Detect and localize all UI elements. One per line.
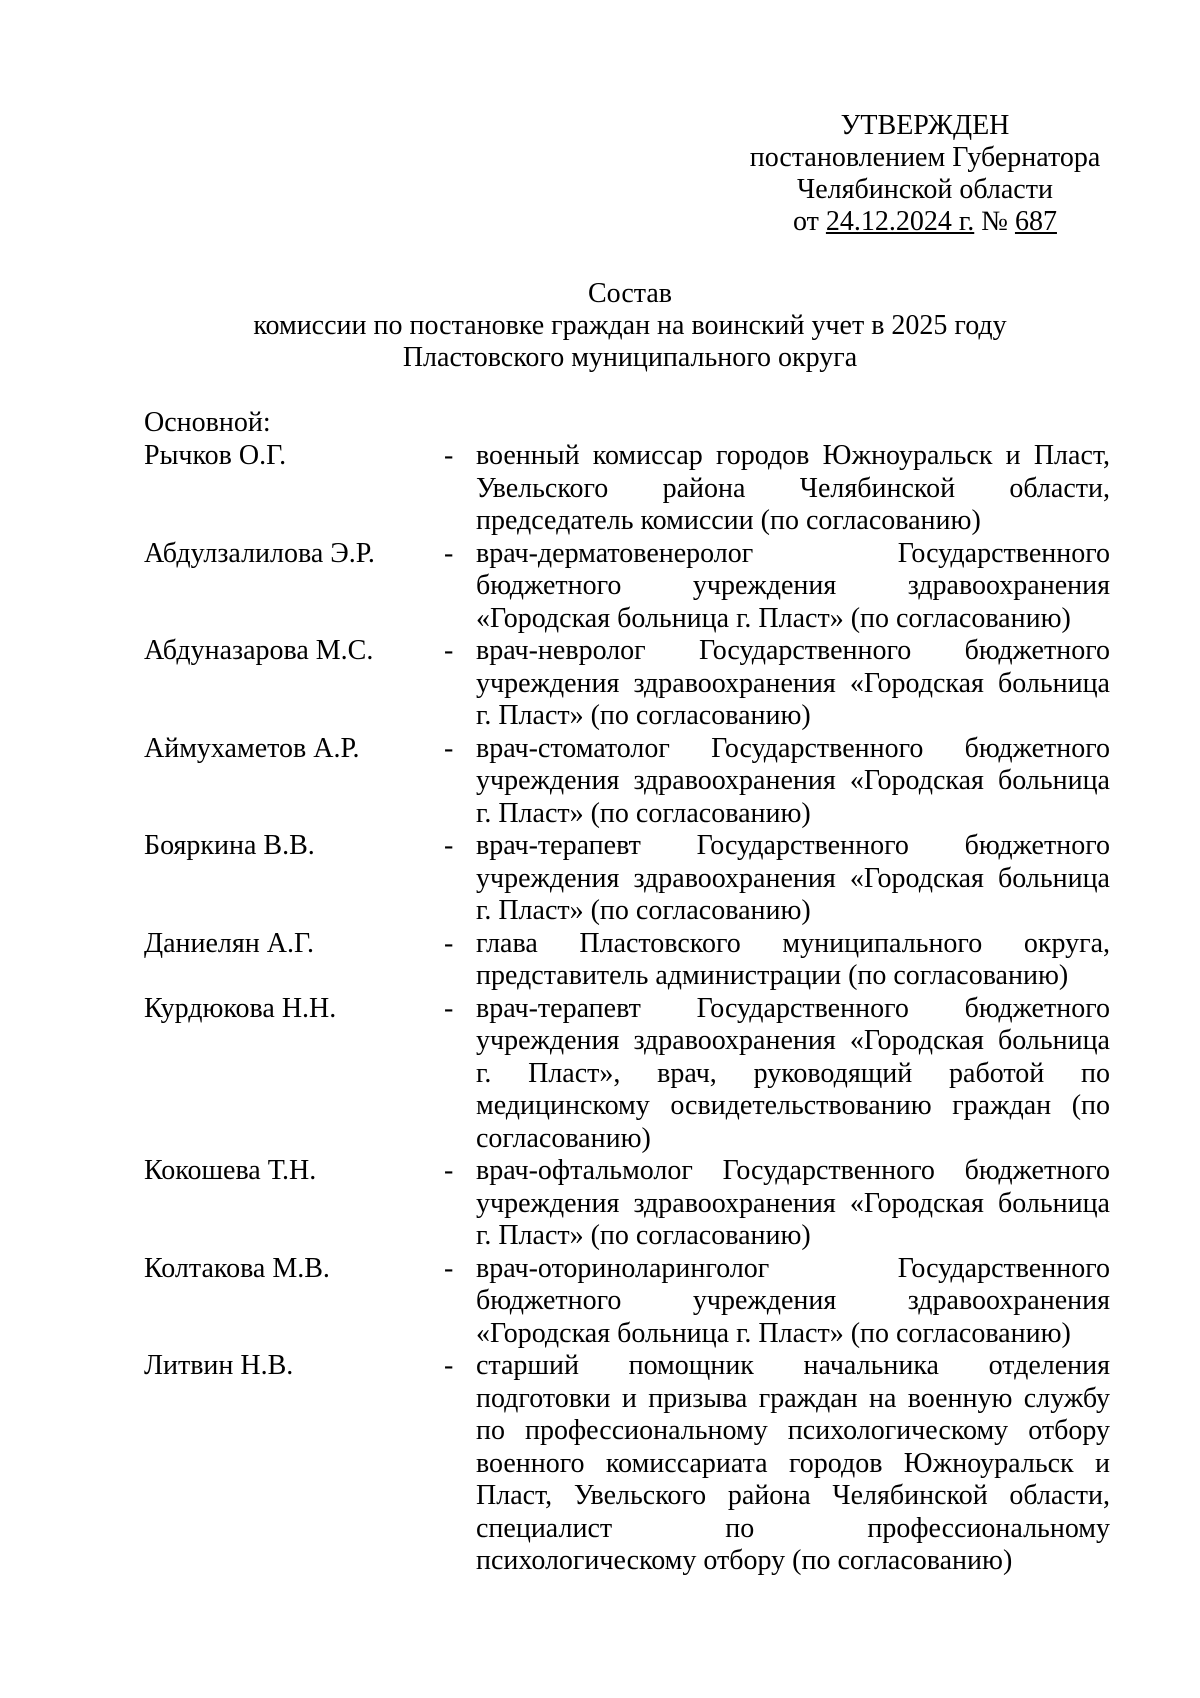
member-row bbox=[144, 440, 1110, 538]
member-role: врач-терапевт Государственного бюджетного учреждения здравоохранения «Городская больница г. Пласт», врач, руководящий работой по медицинскому освидетельствованию граждан (по согласованию) bbox=[476, 992, 1110, 1154]
approval-stamp bbox=[730, 110, 1120, 238]
member-dash: - bbox=[444, 927, 454, 959]
title-line-2: комиссии по постановке граждан на воинский учет в 2025 году bbox=[253, 310, 1007, 341]
member-name: Кокошева Т.Н. bbox=[144, 1155, 317, 1186]
title-line-1: Состав bbox=[587, 278, 673, 309]
member-name: Абдулзалилова Э.Р. bbox=[144, 537, 375, 569]
member-row bbox=[144, 830, 1110, 928]
member-name: Рычков О.Г. bbox=[144, 440, 287, 471]
member-name: Абдуназарова М.С. bbox=[144, 635, 374, 666]
member-role: глава Пластовского муниципального округа, представитель администрации (по согласованию) bbox=[476, 927, 1110, 991]
member-dash: - bbox=[444, 830, 454, 861]
member-dash: - bbox=[444, 1155, 454, 1186]
member-row bbox=[144, 1350, 1110, 1578]
member-name: Бояркина В.В. bbox=[144, 830, 315, 861]
approval-line-1: постановлением Губернатора bbox=[749, 142, 1101, 173]
member-dash: - bbox=[444, 1252, 454, 1284]
member-role: врач-оториноларинголог Государственного бюджетного учреждения здравоохранения «Городская больница г. Пласт» (по согласованию) bbox=[476, 1252, 1110, 1349]
member-row bbox=[144, 993, 1110, 1156]
members-list bbox=[144, 440, 1110, 1578]
member-dash: - bbox=[444, 635, 454, 666]
member-name: Литвин Н.В. bbox=[144, 1350, 294, 1381]
member-dash: - bbox=[444, 732, 454, 764]
member-role: врач-терапевт Государственного бюджетного учреждения здравоохранения «Городская больница г. Пласт» (по согласованию) bbox=[476, 830, 1110, 926]
member-dash: - bbox=[444, 992, 454, 1024]
approval-number-prefix: № bbox=[981, 206, 1008, 237]
approval-line-2: Челябинской области bbox=[797, 174, 1053, 205]
member-role: врач-стоматолог Государственного бюджетного учреждения здравоохранения «Городская больница г. Пласт» (по согласованию) bbox=[476, 732, 1110, 829]
member-name: Курдюкова Н.Н. bbox=[144, 992, 337, 1024]
group-label: Основной: bbox=[144, 407, 271, 438]
approval-heading: УТВЕРЖДЕН bbox=[840, 110, 1010, 141]
approval-date-prefix: от bbox=[793, 206, 819, 237]
member-row bbox=[144, 1155, 1110, 1253]
member-row bbox=[144, 733, 1110, 831]
member-role: старший помощник начальника отделения подготовки и призыва граждан на военную службу по профессиональному психологическому отбору военного комиссариата городов Южноуральск и Пласт, Увельского района Челябинской области, специалист по профессиональному психологическому отбору (по согласованию) bbox=[476, 1350, 1110, 1576]
member-dash: - bbox=[444, 1350, 454, 1381]
approval-date: 24.12.2024 г. bbox=[825, 206, 975, 237]
member-role: врач-офтальмолог Государственного бюджетного учреждения здравоохранения «Городская больница г. Пласт» (по согласованию) bbox=[476, 1155, 1110, 1251]
member-role: врач-дерматовенеролог Государственного бюджетного учреждения здравоохранения «Городская больница г. Пласт» (по согласованию) bbox=[476, 537, 1110, 634]
member-name: Аймухаметов А.Р. bbox=[144, 732, 360, 764]
member-row bbox=[144, 538, 1110, 636]
member-name: Даниелян А.Г. bbox=[144, 927, 315, 959]
approval-date-line bbox=[730, 206, 1120, 238]
member-row bbox=[144, 928, 1110, 993]
member-dash: - bbox=[444, 537, 454, 569]
member-row bbox=[144, 635, 1110, 733]
member-dash: - bbox=[444, 440, 454, 471]
member-name: Колтакова М.В. bbox=[144, 1252, 330, 1284]
title-line-3: Пластовского муниципального округа bbox=[402, 342, 858, 373]
member-role: врач-невролог Государственного бюджетного учреждения здравоохранения «Городская больница г. Пласт» (по согласованию) bbox=[476, 635, 1110, 731]
document-title bbox=[0, 278, 1200, 374]
member-role: военный комиссар городов Южноуральск и Пласт, Увельского района Челябинской области, председатель комиссии (по согласованию) bbox=[476, 440, 1110, 536]
member-row bbox=[144, 1253, 1110, 1351]
approval-number: 687 bbox=[1014, 206, 1057, 237]
